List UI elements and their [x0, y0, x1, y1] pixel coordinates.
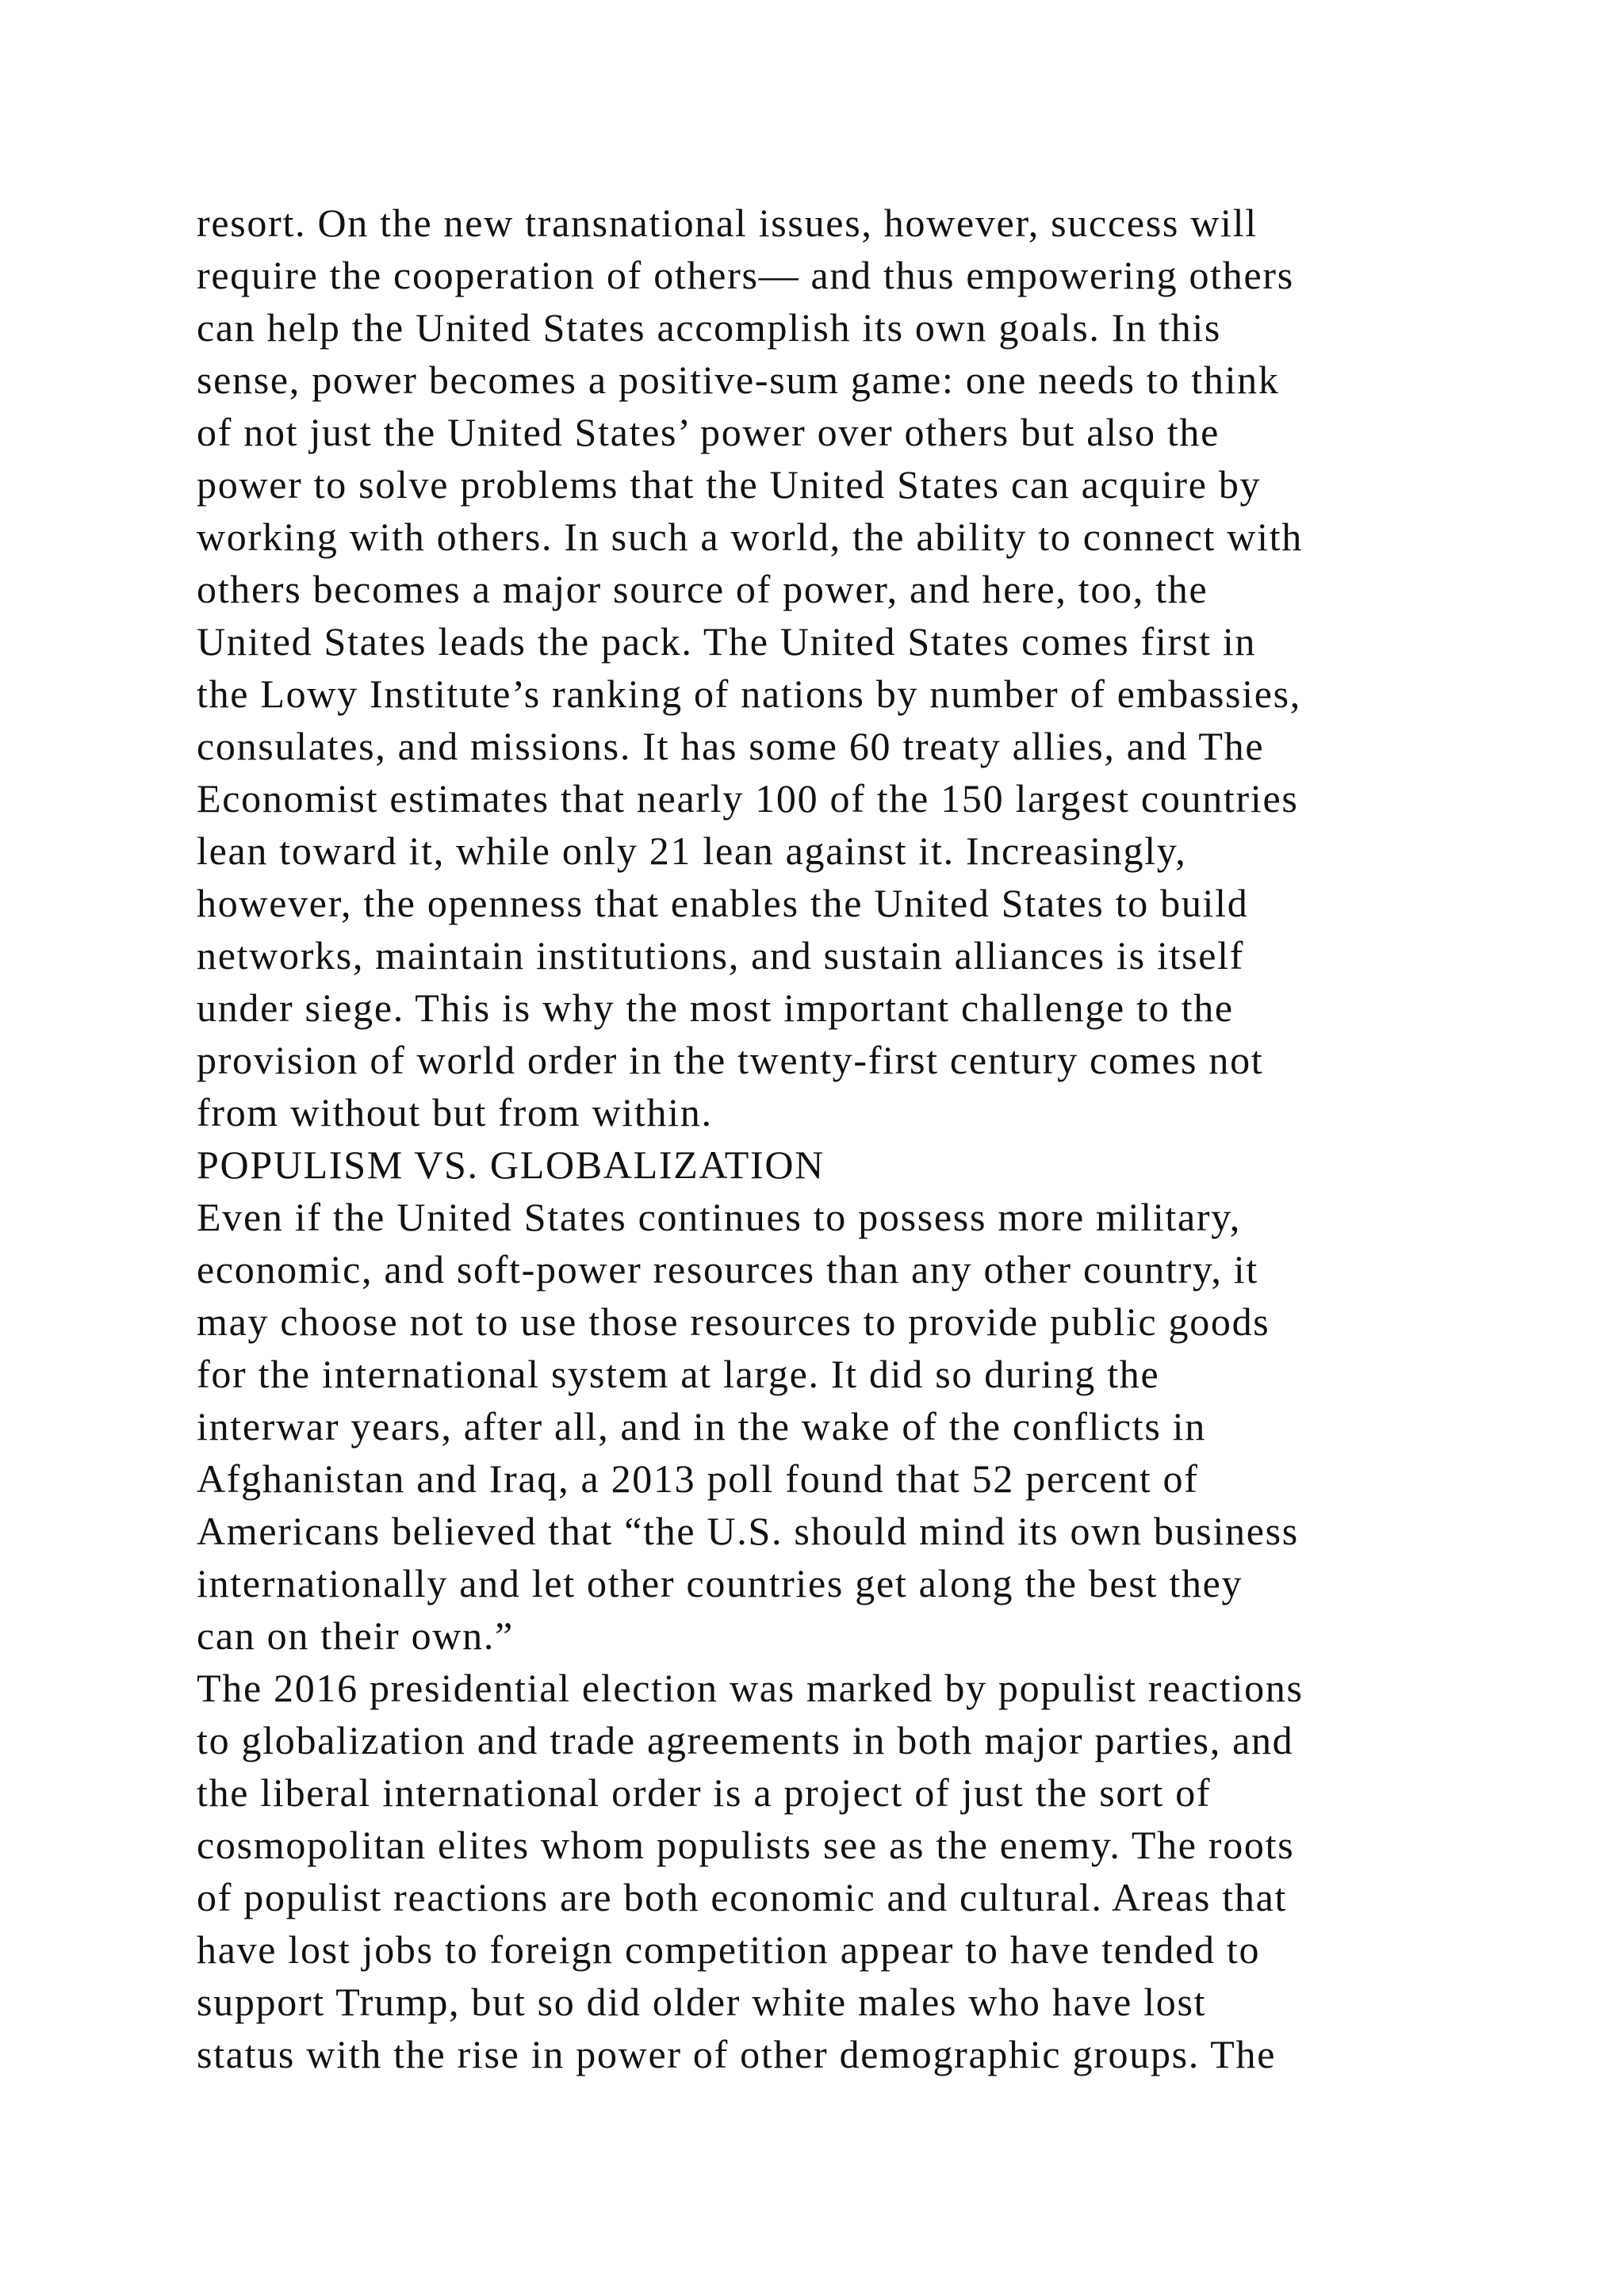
text-line: others becomes a major source of power, and here, too, the	[197, 567, 1208, 611]
text-line: provision of world order in the twenty-first century comes not	[197, 1038, 1264, 1082]
text-line: can on their own.”	[197, 1613, 514, 1658]
text-line: The 2016 presidential election was marked by populist reactions	[197, 1666, 1304, 1710]
text-line: sense, power becomes a positive-sum game: one needs to think	[197, 358, 1280, 402]
text-line: United States leads the pack. The United States comes first in	[197, 619, 1257, 664]
text-line: can help the United States accomplish its own goals. In this	[197, 305, 1222, 350]
text-line: to globalization and trade agreements in both major parties, and	[197, 1718, 1294, 1762]
text-line: internationally and let other countries get along the best they	[197, 1561, 1243, 1605]
text-line: Americans believed that “the U.S. should mind its own business	[197, 1509, 1299, 1553]
text-line: status with the rise in power of other demographic groups. The	[197, 2032, 1277, 2076]
text-line: may choose not to use those resources to provide public goods	[197, 1299, 1270, 1344]
text-line: of not just the United States’ power over others but also the	[197, 410, 1220, 454]
text-line: the liberal international order is a project of just the sort of	[197, 1770, 1212, 1815]
text-line: for the international system at large. It did so during the	[197, 1352, 1160, 1396]
text-line: resort. On the new transnational issues, however, success will	[197, 201, 1258, 245]
text-line: consulates, and missions. It has some 60 treaty allies, and The	[197, 724, 1265, 768]
text-line: however, the openness that enables the United States to build	[197, 881, 1249, 925]
text-line: economic, and soft-power resources than any other country, it	[197, 1247, 1258, 1292]
text-line: the Lowy Institute’s ranking of nations by number of embassies,	[197, 672, 1301, 716]
text-line: working with others. In such a world, the ability to connect with	[197, 515, 1303, 559]
text-line: networks, maintain institutions, and sustain alliances is itself	[197, 933, 1245, 978]
text-line: of populist reactions are both economic and cultural. Areas that	[197, 1875, 1288, 1919]
section-heading: POPULISM VS. GLOBALIZATION	[197, 1142, 825, 1187]
text-line: Even if the United States continues to possess more military,	[197, 1195, 1241, 1239]
body-text	[197, 197, 1529, 2080]
text-line: from without but from within.	[197, 1090, 713, 1135]
text-line: Economist estimates that nearly 100 of the 150 largest countries	[197, 776, 1299, 821]
text-line: have lost jobs to foreign competition appear to have tended to	[197, 1927, 1261, 1972]
text-line: lean toward it, while only 21 lean against it. Increasingly,	[197, 828, 1187, 873]
text-line: support Trump, but so did older white males who have lost	[197, 1980, 1207, 2024]
text-line: interwar years, after all, and in the wake of the conflicts in	[197, 1404, 1206, 1448]
text-line: under siege. This is why the most important challenge to the	[197, 985, 1234, 1030]
text-line: Afghanistan and Iraq, a 2013 poll found that 52 percent of	[197, 1456, 1199, 1501]
text-line: require the cooperation of others— and thus empowering others	[197, 253, 1294, 297]
text-line: cosmopolitan elites whom populists see as the enemy. The roots	[197, 1823, 1295, 1867]
text-line: power to solve problems that the United States can acquire by	[197, 462, 1262, 507]
